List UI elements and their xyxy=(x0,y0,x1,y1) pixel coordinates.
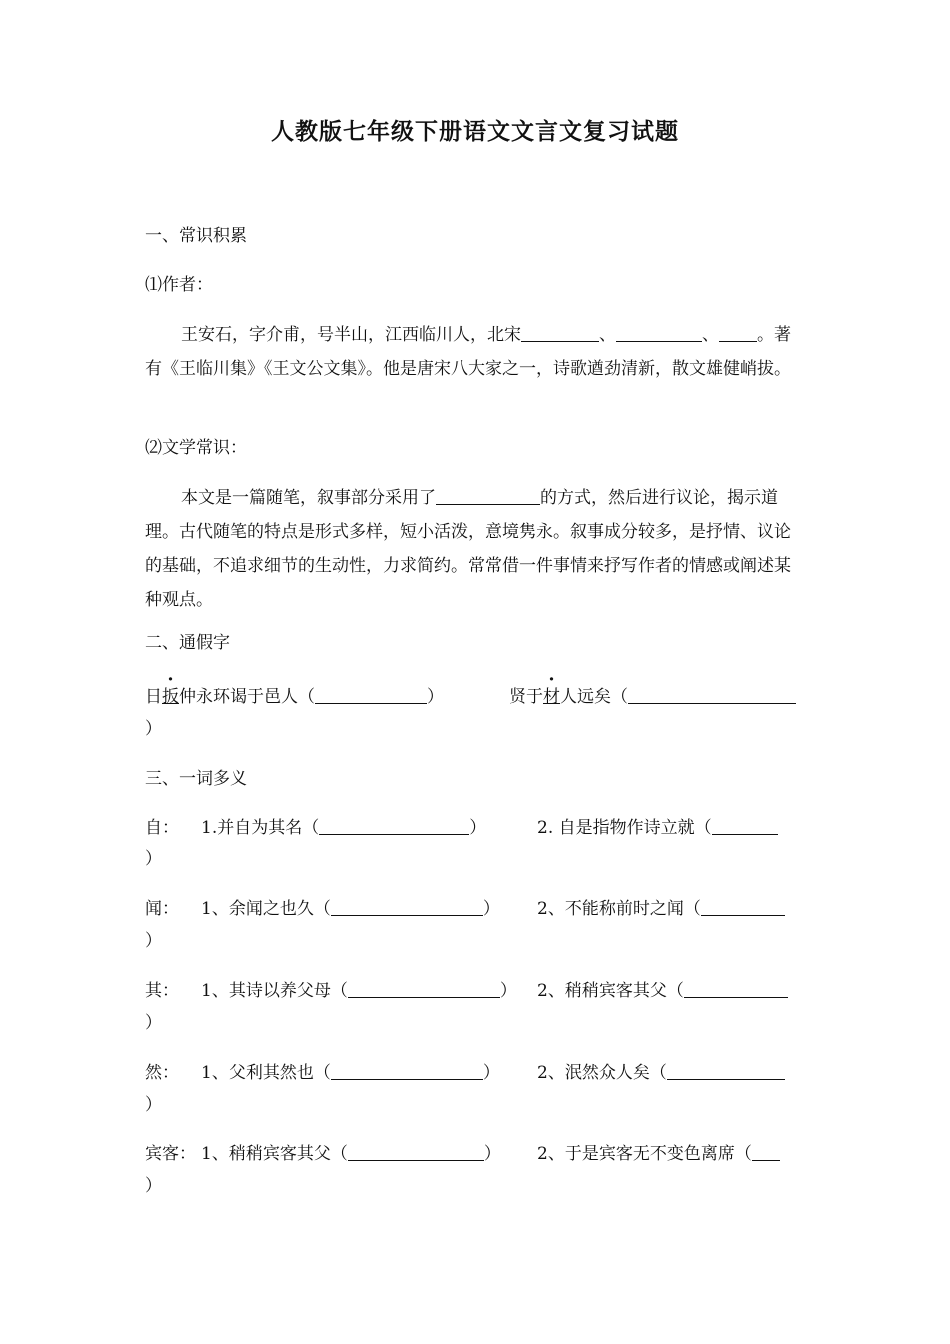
polysemy-item-b xyxy=(537,1062,785,1084)
blank-field[interactable] xyxy=(436,487,540,505)
subheading-literature: ⑵文学常识： xyxy=(145,438,247,458)
dotted-char: 扳 xyxy=(162,687,179,707)
polysemy-row xyxy=(145,980,517,1002)
item-b: 2、于是宾客无不变色离席（ xyxy=(537,1144,752,1164)
item-a: 1、余闻之也久（ xyxy=(201,899,331,919)
author-paragraph xyxy=(145,318,805,386)
blank-field[interactable] xyxy=(521,324,599,342)
polysemy-row xyxy=(145,1062,500,1084)
author-text-a: 王安石，字介甫，号半山，江西临川人，北宋 xyxy=(181,325,521,345)
subheading-author: ⑴作者： xyxy=(145,275,213,295)
separator: 、 xyxy=(599,325,616,345)
wrap-close-paren: ） xyxy=(145,1013,162,1033)
blank-field[interactable] xyxy=(616,324,702,342)
tongjia-item-2 xyxy=(509,686,796,708)
blank-field[interactable] xyxy=(701,898,785,916)
polysemy-item-b xyxy=(537,898,785,920)
blank-field[interactable] xyxy=(684,980,788,998)
blank-field[interactable] xyxy=(331,1062,483,1080)
author-text-b: 。著有《王临川集》《王文公文集》。他是唐宋八大家之一，诗歌遒劲清新，散文雄健峭拔。 xyxy=(145,325,791,379)
polysemy-word: 宾客： xyxy=(145,1144,196,1164)
wrap-close-paren: ） xyxy=(145,719,162,739)
item-a: 1、其诗以养父母（ xyxy=(201,981,348,1001)
text: 日 xyxy=(145,687,162,707)
text: 仲永环谒于邑人（ xyxy=(179,687,315,707)
tongjia-item-1 xyxy=(145,686,444,708)
page-title: 人教版七年级下册语文文言文复习试题 xyxy=(271,118,679,145)
polysemy-word: 其： xyxy=(145,981,179,1001)
blank-field[interactable] xyxy=(719,324,757,342)
blank-field[interactable] xyxy=(348,1143,484,1161)
close-paren: ） xyxy=(499,981,517,1001)
lit-text-b: 的方式，然后进行议论，揭示道理。古代随笔的特点是形式多样，短小活泼，意境隽永。叙事成分较多，是抒情、议论的基础，不追求细节的生动性，力求简约。常常借一件事情来抒写作者的情感或阐述某种观点。 xyxy=(145,488,791,610)
wrap-close-paren: ） xyxy=(145,931,162,951)
polysemy-item-b xyxy=(537,980,788,1002)
lit-text-a: 本文是一篇随笔，叙事部分采用了 xyxy=(181,488,436,508)
item-b: 2、稍稍宾客其父（ xyxy=(537,981,684,1001)
polysemy-item-b xyxy=(537,817,778,839)
blank-field[interactable] xyxy=(752,1143,780,1161)
close-paren: ） xyxy=(483,1144,501,1164)
blank-field[interactable] xyxy=(667,1062,785,1080)
separator: 、 xyxy=(702,325,719,345)
wrap-close-paren: ） xyxy=(145,1095,162,1115)
blank-field[interactable] xyxy=(319,817,469,835)
dotted-char: 材 xyxy=(543,687,560,707)
polysemy-row xyxy=(145,817,486,839)
polysemy-word: 闻： xyxy=(145,899,179,919)
section3-heading: 三、一词多义 xyxy=(145,769,247,789)
item-b: 2. 自是指物作诗立就（ xyxy=(537,818,712,838)
item-b: 2、不能称前时之闻（ xyxy=(537,899,701,919)
close-paren: ） xyxy=(427,687,444,707)
polysemy-row xyxy=(145,898,500,920)
wrap-close-paren: ） xyxy=(145,849,162,869)
close-paren: ） xyxy=(482,1063,500,1083)
polysemy-word: 自： xyxy=(145,818,179,838)
close-paren: ） xyxy=(469,818,487,838)
wrap-close-paren: ） xyxy=(145,1176,162,1196)
blank-field[interactable] xyxy=(331,898,483,916)
blank-field[interactable] xyxy=(348,980,500,998)
item-b: 2、泯然众人矣（ xyxy=(537,1063,667,1083)
close-paren: ） xyxy=(482,899,500,919)
polysemy-item-b xyxy=(537,1143,780,1165)
item-a: 1、父利其然也（ xyxy=(201,1063,331,1083)
polysemy-row xyxy=(145,1143,501,1165)
blank-field[interactable] xyxy=(628,686,796,704)
section2-heading: 二、通假字 xyxy=(145,633,230,653)
text: 人远矣（ xyxy=(560,687,628,707)
section1-heading: 一、常识积累 xyxy=(145,226,247,246)
blank-field[interactable] xyxy=(712,817,778,835)
blank-field[interactable] xyxy=(315,686,427,704)
polysemy-word: 然： xyxy=(145,1063,179,1083)
literature-paragraph xyxy=(145,481,805,617)
item-a: 1.并自为其名（ xyxy=(201,818,320,838)
text: 贤于 xyxy=(509,687,543,707)
item-a: 1、稍稍宾客其父（ xyxy=(201,1144,348,1164)
